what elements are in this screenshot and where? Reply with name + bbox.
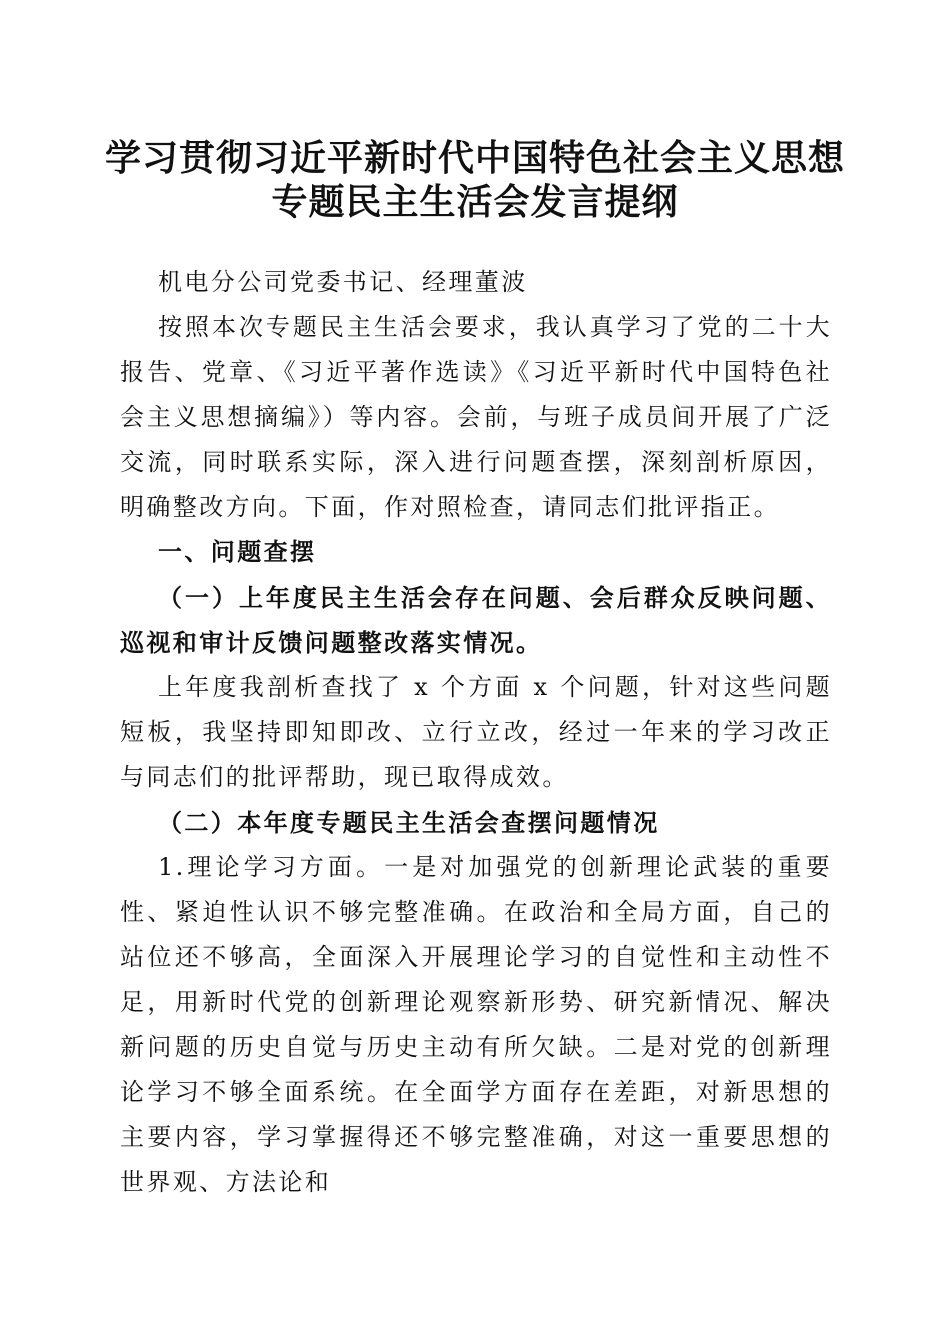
document-title-line-1: 学习贯彻习近平新时代中国特色社会主义思想	[104, 138, 845, 179]
subsection-1-paragraph: 上年度我剖析查找了 x 个方面 x 个问题，针对这些问题短板，我坚持即知即改、立行立改，经过一年来的学习改正与同志们的批评帮助，现已取得成效。	[120, 673, 832, 791]
author-line: 机电分公司党委书记、经理董波	[158, 268, 528, 296]
document-body	[120, 260, 832, 1205]
intro-paragraph: 按照本次专题民主生活会要求，我认真学习了党的二十大报告、党章、《习近平著作选读》《习近平新时代中国特色社会主义思想摘编》）等内容。会前，与班子成员间开展了广泛交流，同时联系实际，深入进行问题查摆，深刻剖析原因，明确整改方向。下面，作对照检查，请同志们批评指正。	[120, 313, 832, 521]
subsection-1-heading: （一）上年度民主生活会存在问题、会后群众反映问题、巡视和审计反馈问题整改落实情况。	[120, 583, 832, 657]
subsection-2-heading: （二）本年度专题民主生活会查摆问题情况	[158, 808, 660, 837]
document-title-line-2: 专题民主生活会发言提纲	[271, 182, 679, 223]
section-1-heading: 一、问题查摆	[158, 538, 317, 566]
item-1-paragraph: 1.理论学习方面。一是对加强党的创新理论武装的重要性、紧迫性认识不够完整准确。在政治和全局方面，自己的站位还不够高，全面深入开展理论学习的自觉性和主动性不足，用新时代党的创新理论观察新形势、研究新情况、解决新问题的历史自觉与历史主动有所欠缺。二是对党的创新理论学习不够全面系统。在全面学方面存在差距，对新思想的主要内容，学习掌握得还不够完整准确，对这一重要思想的世界观、方法论和	[120, 853, 832, 1196]
